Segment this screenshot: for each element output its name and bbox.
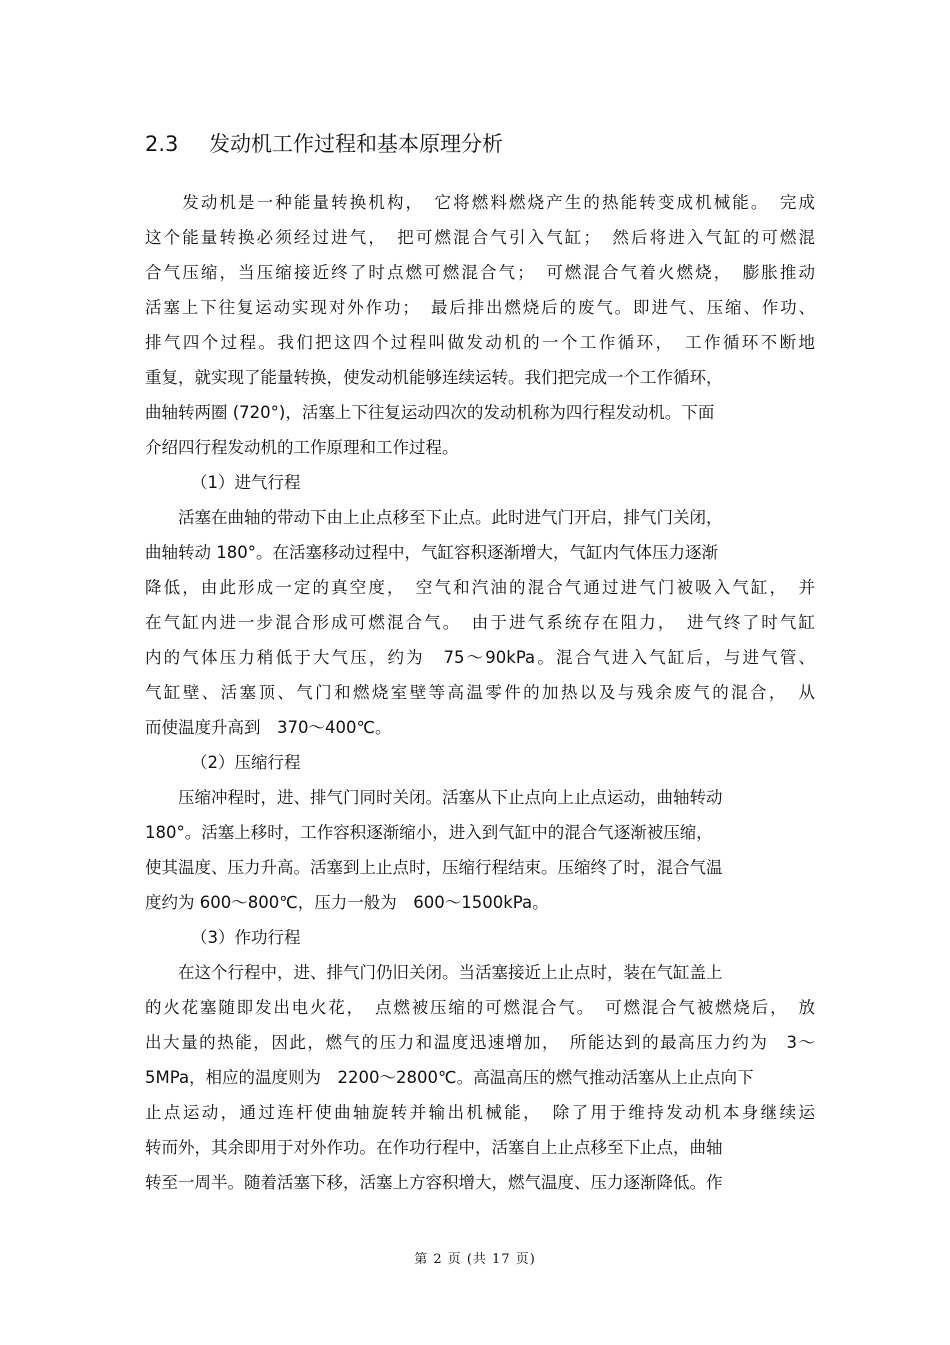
text-line: 这个能量转换必须经过进气， 把可燃混合气引入气缸； 然后将进入气缸的可燃混	[145, 228, 815, 247]
text-line: 发动机是一种能量转换机构， 它将燃料燃烧产生的热能转变成机械能。 完成	[145, 193, 815, 212]
text-line: 而使温度升高到 370～400℃。	[145, 718, 392, 737]
text-line: 排气四个过程。我们把这四个过程叫做发动机的一个工作循环， 工作循环不断地	[145, 333, 815, 352]
text-line: 气缸壁、活塞顶、气门和燃烧室壁等高温零件的加热以及与残余废气的混合， 从	[145, 683, 815, 702]
text-line: 曲轴转动 180°。在活塞移动过程中，气缸容积逐渐增大，气缸内气体压力逐渐	[145, 543, 718, 562]
section-number: 2.3	[145, 132, 179, 156]
subsection-heading: （3）作功行程	[191, 928, 301, 947]
body-text	[145, 185, 815, 1200]
text-line: 压缩冲程时，进、排气门同时关闭。活塞从下止点向上止点运动，曲轴转动	[145, 788, 723, 807]
text-line: 180°。活塞上移时，工作容积逐渐缩小，进入到气缸中的混合气逐渐被压缩，	[145, 823, 713, 842]
text-line: 活塞上下往复运动实现对外作功； 最后排出燃烧后的废气。即进气、压缩、作功、	[145, 298, 815, 317]
subsection-heading: （2）压缩行程	[191, 753, 301, 772]
text-line: 内的气体压力稍低于大气压，约为 75～90kPa。混合气进入气缸后，与进气管、	[145, 648, 815, 667]
text-line: 止点运动，通过连杆使曲轴旋转并输出机械能， 除了用于维持发动机本身继续运	[145, 1103, 815, 1122]
text-line: 在气缸内进一步混合形成可燃混合气。 由于进气系统存在阻力， 进气终了时气缸	[145, 613, 815, 632]
section-heading	[145, 128, 503, 158]
subsection-heading: （1）进气行程	[191, 473, 301, 492]
text-line: 出大量的热能，因此，燃气的压力和温度迅速增加， 所能达到的最高压力约为 3～	[145, 1033, 815, 1052]
text-line: 降低，由此形成一定的真空度， 空气和汽油的混合气通过进气门被吸入气缸， 并	[145, 578, 815, 597]
text-line: 使其温度、压力升高。活塞到上止点时，压缩行程结束。压缩终了时，混合气温	[145, 858, 723, 877]
text-line: 5MPa，相应的温度则为 2200～2800℃。高温高压的燃气推动活塞从上止点向下	[145, 1068, 754, 1087]
section-title: 发动机工作过程和基本原理分析	[209, 132, 503, 156]
text-line: 转至一周半。随着活塞下移，活塞上方容积增大，燃气温度、压力逐渐降低。作	[145, 1173, 723, 1192]
text-line: 重复，就实现了能量转换，使发动机能够连续运转。我们把完成一个工作循环，	[145, 368, 723, 387]
text-line: 活塞在曲轴的带动下由上止点移至下止点。此时进气门开启，排气门关闭，	[145, 508, 723, 527]
text-line: 介绍四行程发动机的工作原理和工作过程。	[145, 438, 459, 457]
text-line: 转而外，其余即用于对外作功。在作功行程中，活塞自上止点移至下止点，曲轴	[145, 1138, 723, 1157]
text-line: 的火花塞随即发出电火花， 点燃被压缩的可燃混合气。 可燃混合气被燃烧后， 放	[145, 998, 815, 1017]
text-line: 度约为 600～800℃，压力一般为 600～1500kPa。	[145, 893, 549, 912]
text-line: 合气压缩，当压缩接近终了时点燃可燃混合气； 可燃混合气着火燃烧， 膨胀推动	[145, 263, 815, 282]
page-footer: 第 2 页 (共 17 页)	[414, 1252, 536, 1267]
text-line: 曲轴转两圈 (720°)，活塞上下往复运动四次的发动机称为四行程发动机。下面	[145, 403, 715, 422]
text-line: 在这个行程中，进、排气门仍旧关闭。当活塞接近上止点时，装在气缸盖上	[145, 963, 723, 982]
